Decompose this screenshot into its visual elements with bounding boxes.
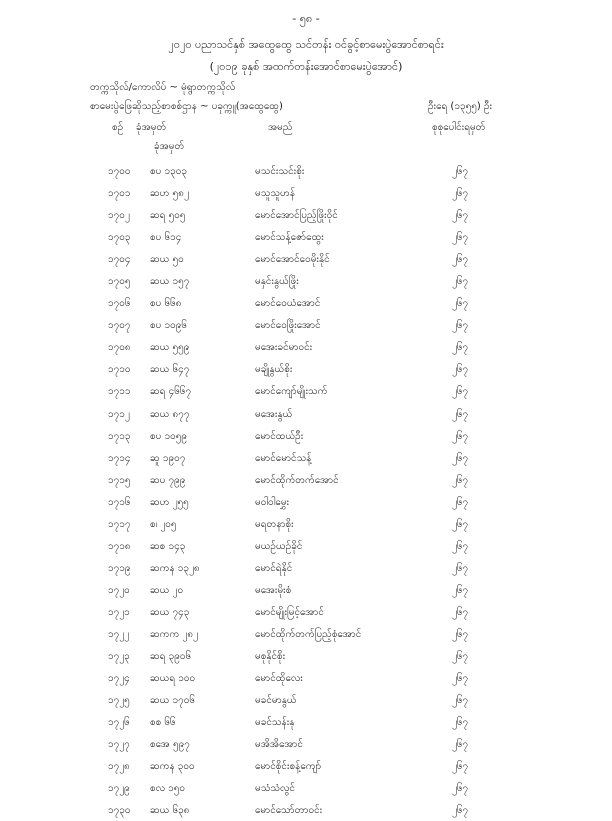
serial-no-cell: ၁၇၀၇: [108, 320, 131, 332]
reg-no-cell: စပ ၁၃၀၃: [150, 166, 188, 177]
marks-cell: ၂၆၇: [452, 651, 469, 663]
name-cell: မောင်အောင်ဝေမိုးနိုင်: [255, 254, 330, 266]
serial-no-cell: ၁၇၀၆: [108, 298, 131, 310]
serial-no-cell: ၁၇၂၈: [108, 761, 130, 773]
reg-no-cell: ဆယ ၅၅၉: [150, 342, 190, 354]
table-row: [0, 447, 612, 469]
marks-cell: ၂၆၇: [452, 717, 469, 729]
marks-cell: ၂၆၇: [452, 673, 469, 685]
marks-cell: ၂၆၇: [452, 320, 469, 332]
marks-cell: ၂၆၇: [452, 628, 469, 640]
table-row: [0, 491, 612, 513]
name-cell: မောင်ရဲနိုင်: [255, 562, 293, 574]
name-cell: မောင်မောင်သန့်: [255, 452, 312, 464]
reg-no-cell: စလ ၁၅၀: [150, 783, 186, 795]
marks-cell: ၂၆၇: [452, 166, 469, 177]
table-row: [0, 535, 612, 557]
reg-no-cell: ဆယ ၁၇၀၆: [150, 695, 196, 707]
name-cell: မဝါဝါမွှေး: [255, 496, 290, 508]
name-cell: မောင်သော်တာဝင်း: [255, 805, 323, 817]
marks-cell: ၂၆၇: [452, 386, 469, 398]
serial-no-cell: ၁၇၂၃: [108, 651, 130, 663]
reg-no-cell: ဆယ ၆၃၈: [150, 805, 190, 817]
table-row: [0, 182, 612, 204]
serial-no-cell: ၁၇၁၄: [108, 452, 131, 464]
candidate-count: ဦးရေ (၁၃၅၅) ဦး: [428, 101, 493, 112]
name-cell: မောင်ထိုက်တက်အောင်: [255, 474, 339, 486]
serial-no-cell: ၁၇၀၅: [108, 276, 131, 288]
table-row: [0, 314, 612, 336]
name-cell: မောင်ဝေယံအောင်: [255, 298, 321, 310]
name-cell: မနှင်းနွယ်ဖြိုး: [255, 276, 299, 288]
table-row: [0, 799, 612, 821]
table-row: [0, 667, 612, 689]
reg-no-cell: စအေ ၅၉၇: [150, 739, 190, 751]
reg-no-cell: ဆရ ၄၆၆၇: [150, 386, 192, 398]
header-reg-no-line2: ခုံအမှတ်: [154, 141, 185, 152]
marks-cell: ၂၆၇: [452, 188, 469, 200]
name-cell: မောင်ဝေဖြိုးအောင်: [255, 320, 321, 332]
name-cell: မောင်ကျော်မျိုးသက်: [255, 386, 328, 398]
reg-no-cell: ဆရ ၅၀၅: [150, 210, 186, 222]
table-row: [0, 579, 612, 601]
serial-no-cell: ၁၇၀၈: [108, 342, 131, 354]
name-cell: မသင်းသင်းစိုး: [255, 166, 305, 177]
reg-no-cell: ဆယရ ၁၀၀: [150, 673, 196, 685]
document-subtitle: (၂၀၁၉ ခုနှစ် အထက်တန်းအောင်စာမေးပွဲအောင်): [209, 60, 403, 73]
serial-no-cell: ၁၇၀၁: [108, 188, 131, 200]
table-row: [0, 469, 612, 491]
serial-no-cell: ၁၇၁၆: [108, 496, 131, 508]
reg-no-cell: ဆယ ၂၀: [150, 584, 184, 596]
table-row: [0, 623, 612, 645]
table-row: [0, 755, 612, 777]
name-cell: မယဉ်ယဉ်ခိုင်: [255, 540, 303, 552]
table-row: [0, 645, 612, 667]
serial-no-cell: ၁၇၂၇: [108, 739, 130, 751]
table-row: [0, 733, 612, 755]
name-cell: မောင်ထိုလေး: [255, 673, 303, 685]
marks-cell: ၂၆၇: [452, 584, 469, 596]
table-row: [0, 204, 612, 226]
header-total-marks: စုစုပေါင်းရမှတ်: [432, 122, 486, 133]
marks-cell: ၂၆၇: [452, 342, 469, 354]
table-row: [0, 557, 612, 579]
reg-no-cell: ဆကန ၁၃၂၈: [150, 562, 200, 574]
marks-cell: ၂၆၇: [452, 496, 469, 508]
university-label: တက္ကသိုလ်/ကောလိပ် ~ မုံရွာတက္ကသိုလ်: [90, 82, 236, 93]
results-table: [0, 160, 612, 821]
serial-no-cell: ၁၇၀၄: [108, 254, 131, 266]
table-row: [0, 358, 612, 380]
table-row: [0, 248, 612, 270]
header-reg-no: ခုံအမှတ်: [136, 122, 167, 133]
serial-no-cell: ၁၇၀၂: [108, 210, 130, 222]
serial-no-cell: ၁၇၁၇: [108, 518, 131, 530]
reg-no-cell: စ၊ ၂၀၅: [150, 518, 177, 530]
reg-no-cell: စစ ၆၆: [150, 717, 176, 729]
serial-no-cell: ၁၇၁၉: [108, 562, 131, 574]
table-row: [0, 403, 612, 425]
marks-cell: ၂၆၇: [452, 298, 469, 310]
reg-no-cell: ဆကက ၂၈၂: [150, 628, 198, 640]
marks-cell: ၂၆၇: [452, 364, 469, 376]
table-row: [0, 711, 612, 733]
reg-no-cell: စပ ၆၁၄: [150, 232, 182, 244]
table-row: [0, 513, 612, 535]
serial-no-cell: ၁၇၃၀: [108, 805, 131, 817]
reg-no-cell: စပ ၆၆၈: [150, 298, 182, 310]
name-cell: မောင်သန့်ဇော်ထွေး: [255, 232, 324, 244]
name-cell: မအိအိအောင်: [255, 739, 303, 751]
table-row: [0, 425, 612, 447]
marks-cell: ၂၆၇: [452, 739, 469, 751]
document-title: ၂၀၂၀ ပညာသင်နှစ် အထွေထွေ သင်တန်း ဝင်ခွင့်စာမေးပွဲအောင်စာရင်း: [168, 38, 444, 51]
table-row: [0, 226, 612, 248]
reg-no-cell: စပ ၁၀၉၆: [150, 320, 188, 332]
reg-no-cell: ဆဟ ၅၈၂: [150, 188, 189, 200]
name-cell: မောင်ထယ်ဦး: [255, 430, 304, 442]
page-number: - ၅၈ -: [292, 12, 320, 25]
marks-cell: ၂၆၇: [452, 761, 469, 773]
serial-no-cell: ၁၇၀၃: [108, 232, 131, 244]
reg-no-cell: ဆူ ၁၉၀၇: [150, 452, 186, 464]
name-cell: မခင်မာနွယ်: [255, 695, 297, 707]
serial-no-cell: ၁၇၁၅: [108, 474, 131, 486]
table-row: [0, 380, 612, 402]
name-cell: မအေးခင်မာဝင်း: [255, 342, 313, 354]
reg-no-cell: ဆကန ၃၀၀: [150, 761, 195, 773]
reg-no-cell: ဆယ ၁၅၇: [150, 276, 190, 288]
reg-no-cell: ဆရ ၃၉၀၆: [150, 651, 192, 663]
name-cell: မအေးနွယ်: [255, 408, 293, 420]
marks-cell: ၂၆၇: [452, 210, 469, 222]
marks-cell: ၂၆၇: [452, 408, 469, 420]
reg-no-cell: ဆဟ ၂၅၅: [150, 496, 189, 508]
marks-cell: ၂၆၇: [452, 562, 469, 574]
serial-no-cell: ၁၇၂၆: [108, 717, 130, 729]
reg-no-cell: ဆယ ၅၀: [150, 254, 184, 266]
name-cell: မချိုနွယ်စိုး: [255, 364, 293, 376]
serial-no-cell: ၁၇၂၂: [108, 628, 130, 640]
table-row: [0, 777, 612, 799]
name-cell: မသံသံလွင်: [255, 783, 295, 795]
serial-no-cell: ၁၇၁၃: [108, 430, 131, 442]
marks-cell: ၂၆၇: [452, 474, 469, 486]
name-cell: မအေးမိုးစံ: [255, 584, 292, 596]
marks-cell: ၂၆၇: [452, 452, 469, 464]
table-row: [0, 601, 612, 623]
name-cell: မစုနိုင်စိုး: [255, 651, 286, 663]
marks-cell: ၂၆၇: [452, 430, 469, 442]
name-cell: မောင်စိုင်းစန့်ကျော်: [255, 761, 322, 773]
exam-center-label: စာမေးပွဲဖြေဆိုသည့်စာစစ်ဌာန ~ ပခုက္ကူ(အထွေထွေ): [90, 101, 283, 112]
name-cell: မောင်အောင်ပြည့်ဖြိုးဝိုင်: [255, 210, 338, 222]
name-cell: မောင်မျိုးမြင့်အောင်: [255, 606, 324, 618]
serial-no-cell: ၁၇၁၈: [108, 540, 131, 552]
serial-no-cell: ၁၇၂၀: [108, 584, 130, 596]
serial-no-cell: ၁၇၁၁: [108, 386, 131, 398]
serial-no-cell: ၁၇၂၅: [108, 695, 130, 707]
table-row: [0, 689, 612, 711]
marks-cell: ၂၆၇: [452, 276, 469, 288]
table-row: [0, 160, 612, 182]
marks-cell: ၂၆၇: [452, 695, 469, 707]
name-cell: မသူသူဟန်: [255, 188, 296, 200]
marks-cell: ၂၆၇: [452, 783, 469, 795]
name-cell: မခင်သန်းနု: [255, 717, 295, 729]
header-name: အမည်: [268, 122, 293, 133]
serial-no-cell: ၁၇၂၄: [108, 673, 130, 685]
name-cell: မရတနာစိုး: [255, 518, 294, 530]
serial-no-cell: ၁၇၁၂: [108, 408, 130, 420]
marks-cell: ၂၆၇: [452, 254, 469, 266]
serial-no-cell: ၁၇၀၀: [108, 166, 131, 177]
marks-cell: ၂၆၇: [452, 805, 469, 817]
reg-no-cell: ဆပ ၇၉၉: [150, 474, 186, 486]
reg-no-cell: စပ ၁၀၅၉: [150, 430, 188, 442]
table-row: [0, 270, 612, 292]
marks-cell: ၂၆၇: [452, 606, 469, 618]
serial-no-cell: ၁၇၂၁: [108, 606, 130, 618]
reg-no-cell: ဆယ ၇၄၃: [150, 606, 190, 618]
reg-no-cell: ဆစ ၁၄၃: [150, 540, 186, 552]
serial-no-cell: ၁၇၁၀: [108, 364, 131, 376]
table-row: [0, 336, 612, 358]
table-row: [0, 292, 612, 314]
header-serial-no: စဉ်: [112, 122, 124, 133]
marks-cell: ၂၆၇: [452, 518, 469, 530]
marks-cell: ၂၆၇: [452, 232, 469, 244]
reg-no-cell: ဆယ ၆၄၇: [150, 364, 190, 376]
serial-no-cell: ၁၇၂၉: [108, 783, 130, 795]
marks-cell: ၂၆၇: [452, 540, 469, 552]
name-cell: မောင်ထိုက်တက်ပြည့်စုံအောင်: [255, 628, 362, 640]
reg-no-cell: ဆယ ၈၇၇: [150, 408, 190, 420]
